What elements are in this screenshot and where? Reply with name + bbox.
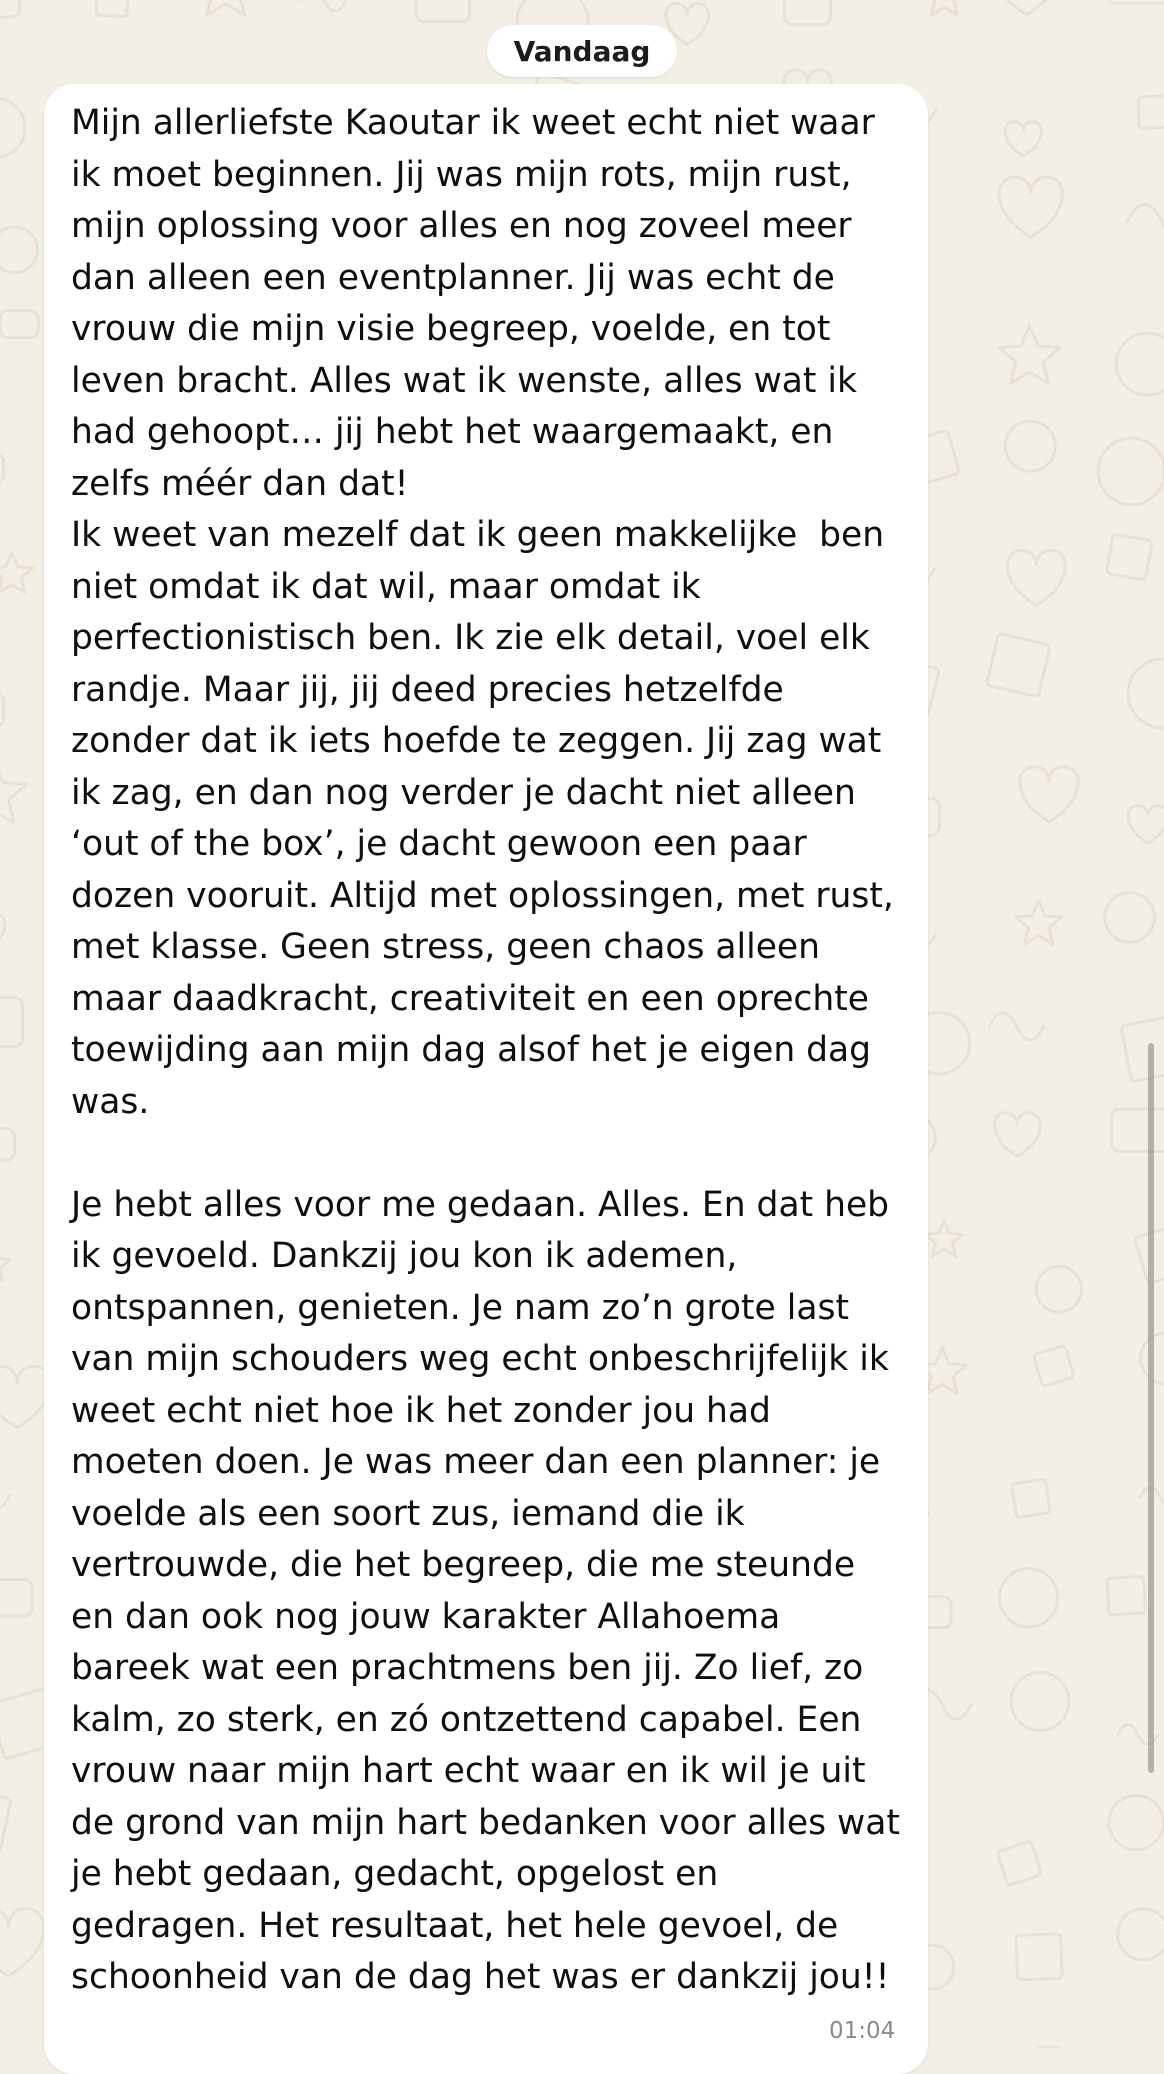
scrollbar[interactable] xyxy=(1148,1043,1154,1773)
date-divider xyxy=(487,25,677,77)
message-text: Mijn allerliefste Kaoutar ik weet echt niet waar ik moet beginnen. Jij was mijn rots, mijn rust, mijn oplossing voor alles en nog zoveel meer dan alleen een eventplanner. Jij was echt de vrouw die mijn visie begreep, voelde, en tot leven bracht. Alles wat ik wenste, alles wat ik had gehoopt… jij hebt het waargemaakt, en zelfs méér dan dat! Ik weet van mezelf dat ik geen makkelijke ben niet omdat ik dat wil, maar omdat ik perfectionistisch ben. Ik zie elk detail, voel elk randje. Maar jij, jij deed precies hetzelfde zonder dat ik iets hoefde te zeggen. Jij zag wat ik zag, en dan nog verder je dacht niet alleen ‘out of the box’, je dacht gewoon een paar dozen vooruit. Altijd met oplossingen, met rust, met klasse. Geen stress, geen chaos alleen maar daadkracht, creativiteit en een oprechte toewijding aan mijn dag alsof het je eigen dag was. Je hebt alles voor me gedaan. Alles. En dat heb ik gevoeld. Dankzij jou kon ik ademen, ontspannen, genieten. Je nam zo’n grote last van mijn schouders weg echt onbeschrijfelijk ik weet echt niet hoe ik het zonder jou had moeten doen. Je was meer dan een planner: je voelde als een soort zus, iemand die ik vertrouwde, die het begreep, die me steunde en dan ook nog jouw karakter Allahoema bareek wat een prachtmens ben jij. Zo lief, zo kalm, zo sterk, en zó ontzettend capabel. Een vrouw naar mijn hart echt waar en ik wil je uit de grond van mijn hart bedanken voor alles wat je hebt gedaan, gedacht, opgelost en gedragen. Het resultaat, het hele gevoel, de schoonheid van de dag het was er dankzij jou!! xyxy=(71,103,900,1997)
date-label: Vandaag xyxy=(513,34,651,68)
message-timestamp: 01:04 xyxy=(829,2018,896,2044)
